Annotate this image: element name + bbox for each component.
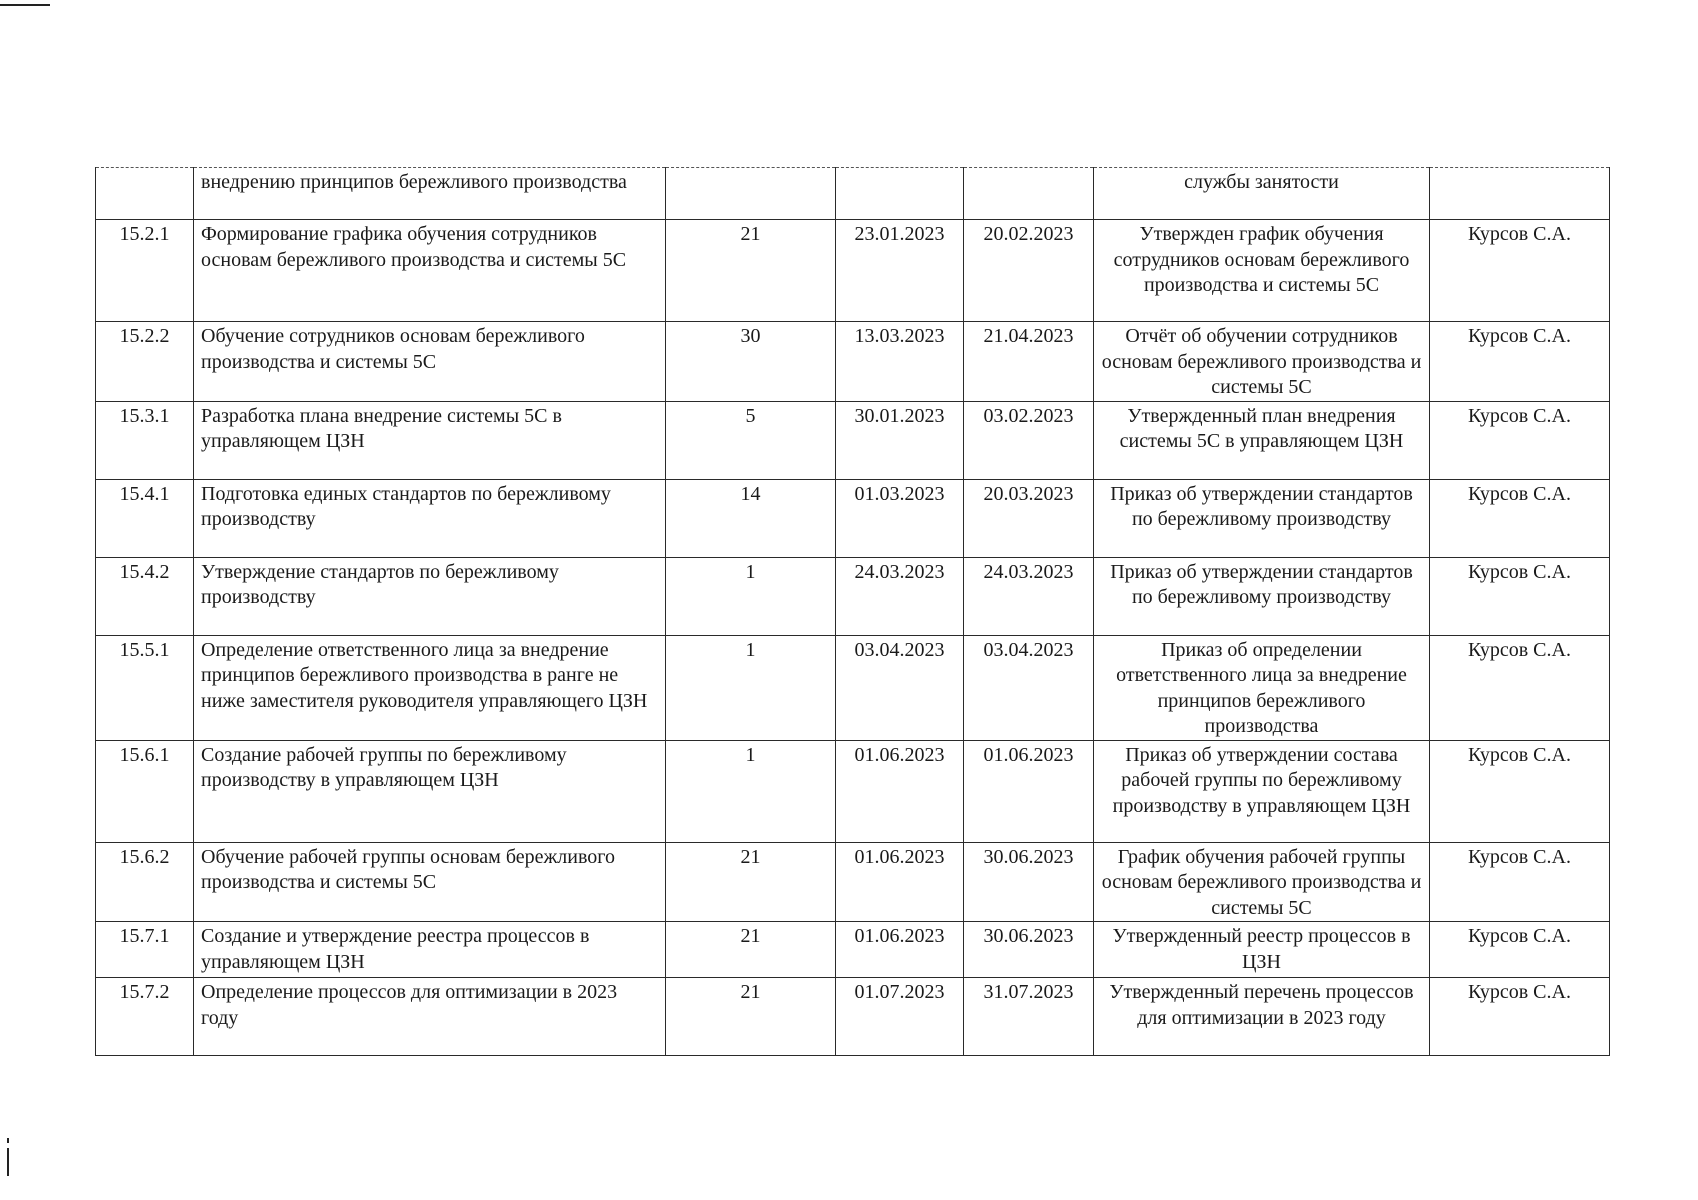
result-cell: Приказ об утверждении состава рабочей группы по бережливому производству в управляющем ЦЗН xyxy=(1094,740,1430,842)
responsible-cell: Курсов С.А. xyxy=(1430,322,1610,402)
duration-days-cell: 21 xyxy=(666,842,836,922)
duration-days-cell xyxy=(666,168,836,220)
end-date-cell: 30.06.2023 xyxy=(964,922,1094,978)
responsible-cell: Курсов С.А. xyxy=(1430,842,1610,922)
responsible-cell: Курсов С.А. xyxy=(1430,635,1610,740)
result-cell: службы занятости xyxy=(1094,168,1430,220)
duration-days-cell: 1 xyxy=(666,740,836,842)
end-date-cell: 20.02.2023 xyxy=(964,220,1094,322)
result-cell: Утвержденный перечень процессов для оптимизации в 2023 году xyxy=(1094,978,1430,1056)
responsible-cell xyxy=(1430,168,1610,220)
item-number-cell: 15.6.2 xyxy=(96,842,194,922)
end-date-cell: 01.06.2023 xyxy=(964,740,1094,842)
item-number-cell: 15.5.1 xyxy=(96,635,194,740)
end-date-cell: 24.03.2023 xyxy=(964,557,1094,635)
table-row xyxy=(96,842,1610,922)
task-name-cell: Подготовка единых стандартов по бережливому производству xyxy=(194,479,666,557)
responsible-cell: Курсов С.А. xyxy=(1430,220,1610,322)
duration-days-cell: 1 xyxy=(666,557,836,635)
action-plan-table xyxy=(95,167,1610,1056)
table-row xyxy=(96,978,1610,1056)
task-name-cell: Утверждение стандартов по бережливому производству xyxy=(194,557,666,635)
scan-artifact-dot xyxy=(7,1138,9,1143)
duration-days-cell: 14 xyxy=(666,479,836,557)
responsible-cell: Курсов С.А. xyxy=(1430,479,1610,557)
duration-days-cell: 21 xyxy=(666,922,836,978)
table-row xyxy=(96,401,1610,479)
item-number-cell: 15.4.2 xyxy=(96,557,194,635)
table-row xyxy=(96,740,1610,842)
item-number-cell: 15.7.1 xyxy=(96,922,194,978)
table-row xyxy=(96,635,1610,740)
result-cell: Отчёт об обучении сотрудников основам бережливого производства и системы 5С xyxy=(1094,322,1430,402)
start-date-cell: 01.06.2023 xyxy=(836,740,964,842)
task-name-cell: Обучение рабочей группы основам бережливого производства и системы 5С xyxy=(194,842,666,922)
table-body xyxy=(96,168,1610,1056)
start-date-cell: 01.06.2023 xyxy=(836,842,964,922)
start-date-cell: 23.01.2023 xyxy=(836,220,964,322)
table-row xyxy=(96,168,1610,220)
start-date-cell: 03.04.2023 xyxy=(836,635,964,740)
end-date-cell: 30.06.2023 xyxy=(964,842,1094,922)
scan-artifact-line xyxy=(0,4,50,6)
start-date-cell xyxy=(836,168,964,220)
table-row xyxy=(96,557,1610,635)
duration-days-cell: 21 xyxy=(666,220,836,322)
item-number-cell: 15.2.2 xyxy=(96,322,194,402)
end-date-cell: 03.02.2023 xyxy=(964,401,1094,479)
duration-days-cell: 5 xyxy=(666,401,836,479)
scan-artifact-line xyxy=(7,1148,9,1176)
responsible-cell: Курсов С.А. xyxy=(1430,401,1610,479)
result-cell: Утвержден график обучения сотрудников основам бережливого производства и системы 5С xyxy=(1094,220,1430,322)
start-date-cell: 30.01.2023 xyxy=(836,401,964,479)
item-number-cell: 15.2.1 xyxy=(96,220,194,322)
task-name-cell: Создание рабочей группы по бережливому производству в управляющем ЦЗН xyxy=(194,740,666,842)
responsible-cell: Курсов С.А. xyxy=(1430,978,1610,1056)
start-date-cell: 01.06.2023 xyxy=(836,922,964,978)
table-row xyxy=(96,479,1610,557)
item-number-cell: 15.3.1 xyxy=(96,401,194,479)
task-name-cell: Определение ответственного лица за внедрение принципов бережливого производства в ранге не ниже заместителя руководителя управляющего ЦЗН xyxy=(194,635,666,740)
table-row xyxy=(96,922,1610,978)
result-cell: Приказ об определении ответственного лица за внедрение принципов бережливого производства xyxy=(1094,635,1430,740)
table-row xyxy=(96,220,1610,322)
end-date-cell: 20.03.2023 xyxy=(964,479,1094,557)
responsible-cell: Курсов С.А. xyxy=(1430,557,1610,635)
result-cell: Приказ об утверждении стандартов по бережливому производству xyxy=(1094,479,1430,557)
end-date-cell: 03.04.2023 xyxy=(964,635,1094,740)
item-number-cell: 15.4.1 xyxy=(96,479,194,557)
start-date-cell: 01.03.2023 xyxy=(836,479,964,557)
result-cell: Утвержденный реестр процессов в ЦЗН xyxy=(1094,922,1430,978)
item-number-cell: 15.7.2 xyxy=(96,978,194,1056)
task-name-cell: Разработка плана внедрение системы 5С в управляющем ЦЗН xyxy=(194,401,666,479)
responsible-cell: Курсов С.А. xyxy=(1430,740,1610,842)
task-name-cell: Определение процессов для оптимизации в 2023 году xyxy=(194,978,666,1056)
item-number-cell xyxy=(96,168,194,220)
task-name-cell: Создание и утверждение реестра процессов в управляющем ЦЗН xyxy=(194,922,666,978)
result-cell: Приказ об утверждении стандартов по бережливому производству xyxy=(1094,557,1430,635)
end-date-cell xyxy=(964,168,1094,220)
task-name-cell: внедрению принципов бережливого производства xyxy=(194,168,666,220)
task-name-cell: Формирование графика обучения сотрудников основам бережливого производства и системы 5С xyxy=(194,220,666,322)
duration-days-cell: 21 xyxy=(666,978,836,1056)
result-cell: График обучения рабочей группы основам бережливого производства и системы 5С xyxy=(1094,842,1430,922)
responsible-cell: Курсов С.А. xyxy=(1430,922,1610,978)
end-date-cell: 21.04.2023 xyxy=(964,322,1094,402)
task-name-cell: Обучение сотрудников основам бережливого производства и системы 5С xyxy=(194,322,666,402)
end-date-cell: 31.07.2023 xyxy=(964,978,1094,1056)
result-cell: Утвержденный план внедрения системы 5С в управляющем ЦЗН xyxy=(1094,401,1430,479)
start-date-cell: 13.03.2023 xyxy=(836,322,964,402)
start-date-cell: 01.07.2023 xyxy=(836,978,964,1056)
start-date-cell: 24.03.2023 xyxy=(836,557,964,635)
table-row xyxy=(96,322,1610,402)
duration-days-cell: 1 xyxy=(666,635,836,740)
item-number-cell: 15.6.1 xyxy=(96,740,194,842)
duration-days-cell: 30 xyxy=(666,322,836,402)
